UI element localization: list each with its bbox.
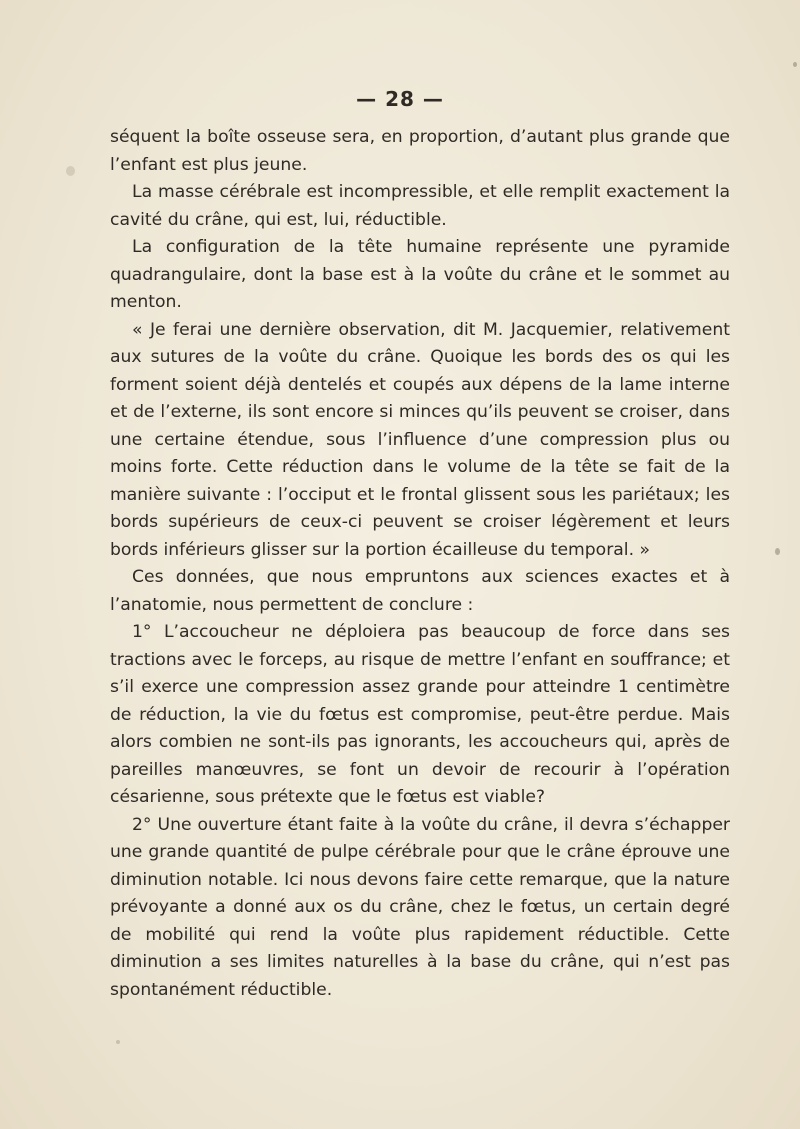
paragraph: séquent la boîte osseuse sera, en proportion, d’autant plus grande que l’enfant est plus jeune. (110, 127, 730, 175)
paper-spot (775, 548, 780, 555)
paper-spot (793, 62, 797, 67)
paragraph: La masse cérébrale est incompressible, et elle remplit exactement la cavité du crâne, qui est, lui, réductible. (110, 182, 730, 230)
paragraph: 1° L’accoucheur ne déploiera pas beaucoup de force dans ses tractions avec le forceps, au risque de mettre l’enfant en souffrance; et s’il exerce une compression assez grande pour atteindre 1 centimètre de réduction, la vie du fœtus est compromise, peut-être perdue. Mais alors combien ne sont-ils pas ignorants, les accoucheurs qui, après de pareilles manœuvres, se font un devoir de recourir à l’opération césarienne, sous prétexte que le fœtus est viable? (110, 622, 730, 807)
paragraph: La configuration de la tête humaine représente une pyramide quadrangulaire, dont la base est à la voûte du crâne et le sommet au menton. (110, 237, 730, 312)
page-number: — 28 — (356, 87, 444, 111)
paragraph: 2° Une ouverture étant faite à la voûte du crâne, il devra s’échapper une grande quantité de pulpe cérébrale pour que le crâne éprouve une diminution notable. Ici nous devons faire cette remarque, que la nature prévoyante a donné aux os du crâne, chez le fœtus, un certain degré de mobilité qui rend la voûte plus rapidement réductible. Cette diminution a ses limites naturelles à la base du crâne, qui n’est pas spontanément réductible. (110, 814, 730, 1000)
body-text (110, 124, 730, 1004)
paragraph: « Je ferai une dernière observation, dit M. Jacquemier, relativement aux sutures de la voûte du crâne. Quoique les bords des os qui les forment soient déjà dentelés et coupés aux dépens de la lame interne et de l’externe, ils sont encore si minces qu’ils peuvent se croiser, dans une certaine étendue, sous l’influence d’une compression plus ou moins forte. Cette réduction dans le volume de la tête se fait de la manière suivante : l’occiput et le frontal glissent sous les pariétaux; les bords supérieurs de ceux-ci peuvent se croiser légèrement et leurs bords inférieurs glisser sur la portion écailleuse du temporal. » (110, 319, 730, 560)
paper-spot (116, 1040, 120, 1044)
paragraph: Ces données, que nous empruntons aux sciences exactes et à l’anatomie, nous permettent de conclure : (110, 567, 730, 615)
paper-spot (66, 166, 75, 176)
